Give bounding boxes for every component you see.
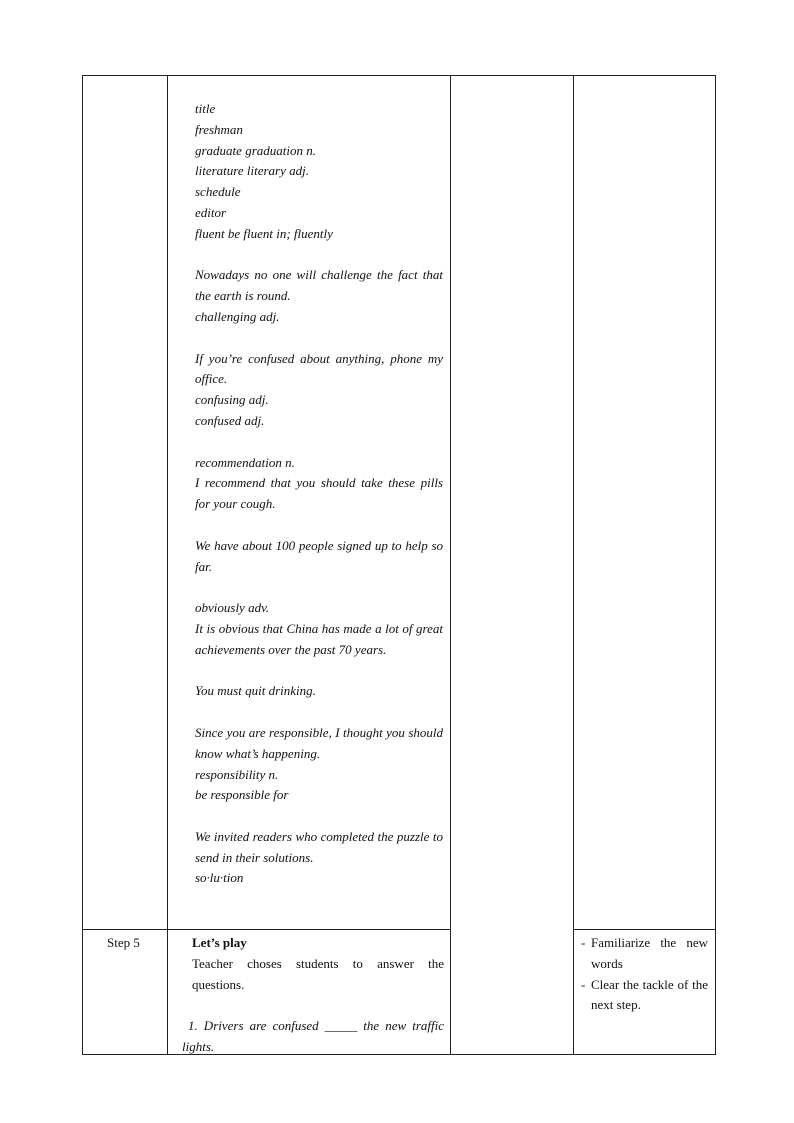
vocab-line: title	[195, 101, 216, 116]
aim-item: - Clear the tackle of the next step.	[581, 976, 708, 1013]
aim-item: - Familiarize the new words	[581, 935, 708, 971]
activity-heading: Let’s play	[192, 935, 247, 950]
vocab-line: confused adj.	[195, 412, 265, 428]
vocab-line: We invited readers who completed the puzzle to send in their solutions.	[195, 828, 443, 865]
vocab-line: schedule	[195, 184, 241, 200]
aims-cell	[581, 933, 708, 1016]
table-right-border	[715, 75, 716, 1055]
table-top-border	[82, 75, 716, 76]
step-label: Step 5	[107, 935, 140, 950]
vocab-line: confusing adj.	[195, 392, 269, 408]
table-left-border	[82, 75, 83, 1055]
row-divider-a	[82, 929, 451, 930]
vocab-line: recommendation n.	[195, 454, 295, 470]
vocab-line: challenging adj.	[195, 308, 280, 324]
col-divider-2	[450, 75, 451, 1055]
lesson-plan-table	[82, 75, 716, 1055]
vocab-line: literature literary adj.	[195, 163, 309, 179]
vocab-line: freshman	[195, 121, 243, 137]
vocabulary-cell	[195, 99, 443, 889]
activity-intro: Teacher choses students to answer the questions.	[192, 955, 444, 992]
row-divider-b	[573, 929, 716, 930]
vocab-line: I recommend that you should take these pills for your cough.	[195, 475, 443, 512]
col-divider-3	[573, 75, 574, 1055]
vocab-line: fluent be fluent in; fluently	[195, 225, 333, 241]
activity-question: 1. Drivers are confused _____ the new traffic lights.	[182, 1018, 444, 1054]
col-divider-1	[167, 75, 168, 1055]
vocab-line: It is obvious that China has made a lot of great achievements over the past 70 years.	[195, 620, 443, 657]
vocab-line: If you’re confused about anything, phone my office.	[195, 350, 443, 387]
vocab-line: so·lu·tion	[195, 870, 244, 886]
vocab-line: editor	[195, 204, 227, 220]
vocab-line: Nowadays no one will challenge the fact that the earth is round.	[195, 267, 443, 304]
vocab-line: You must quit drinking.	[195, 683, 316, 699]
vocab-line: responsibility n.	[195, 766, 279, 782]
vocab-line: We have about 100 people signed up to help so far.	[195, 537, 443, 574]
vocab-line: graduate graduation n.	[195, 142, 316, 158]
vocab-line: obviously adv.	[195, 600, 270, 616]
vocab-line: be responsible for	[195, 787, 289, 803]
activity-cell	[182, 933, 444, 1058]
vocab-line: Since you are responsible, I thought you should know what’s happening.	[195, 724, 443, 761]
